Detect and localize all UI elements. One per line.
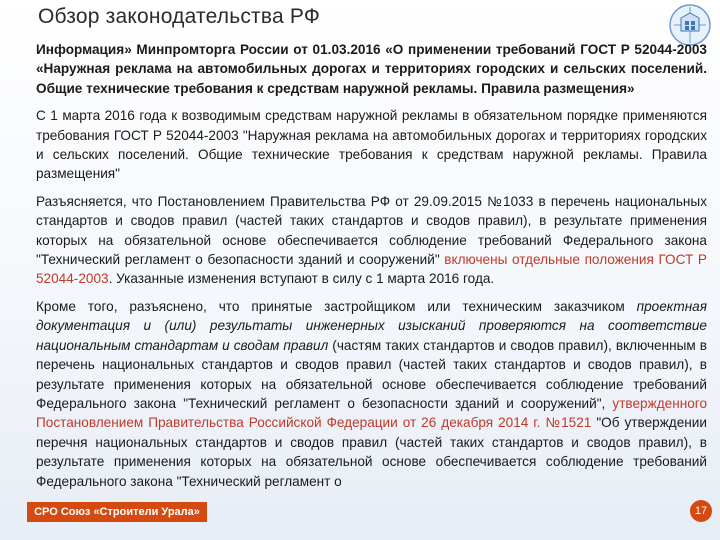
footer-org-label: СРО Союз «Строители Урала» [27, 502, 207, 522]
page-title: Обзор законодательства РФ [38, 5, 321, 28]
intro-paragraph [36, 40, 707, 98]
paragraph-2 [36, 192, 707, 289]
paragraph-3-part1: Кроме того, разъяснено, что принятые застройщиком или техническим заказчиком [36, 298, 637, 314]
paragraph-1 [36, 106, 707, 184]
paragraph-2-highlight: включены отдельные положения ГОСТ Р 52044-2003 [36, 252, 707, 287]
paragraph-2-before: Разъясняется, что Постановлением Правительства РФ от 29.09.2015 №1033 в перечень национальных стандартов и сводов правил (частей таких стандартов и сводов правил), в результате применения которых на обязательной основе обеспечивается соблюдение требований Федерального закона "Технический регламент о безопасности зданий и сооружений" [36, 193, 707, 268]
paragraph-1-text: С 1 марта 2016 года к возводимым средствам наружной рекламы в обязательном порядке применяются требования ГОСТ Р 52044-2003 "Наружная реклама на автомобильных дорогах и территориях городских и сельских поселений. Общие технические требования к средствам наружной рекламы. Правила размещения" [36, 108, 707, 182]
paragraph-3 [36, 297, 707, 491]
paragraph-3-part2: (частям таких стандартов и сводов правил), включенным в перечень национальных стандартов и сводов правил (частей таких стандартов и сводов правил), в результате применения которых на обязательной основе обеспечивается соблюдение требований Федерального закона "Технический регламент о безопасности зданий и сооружений", [36, 337, 707, 411]
paragraph-3-highlight: утвержденного Постановлением Правительства Российской Федерации от 26 декабря 2014 г. №1521 [36, 395, 707, 431]
paragraph-3-italic: проектная документация и (или) результаты инженерных изысканий проверяются на соответствие национальным стандартам и сводам правил [36, 298, 707, 353]
paragraph-3-part3: "Об утверждении перечня национальных стандартов и сводов правил (частей таких стандартов и сводов правил), в результате применения которых на обязательной основе обеспечивается соблюдение требований Федерального закона "Технический регламент о [36, 415, 707, 489]
page-number-badge: 17 [690, 500, 712, 522]
paragraph-2-after: . Указанные изменения вступают в силу с 1 марта 2016 года. [108, 271, 495, 287]
intro-text: Информация» Минпромторга России от 01.03.2016 «О применении требований ГОСТ Р 52044-2003 «Наружная реклама на автомобильных дорогах и территориях городских и сельских поселений. Общие технические требования к средствам наружной рекламы. Правила размещения» [36, 42, 707, 96]
main-content [36, 40, 707, 499]
